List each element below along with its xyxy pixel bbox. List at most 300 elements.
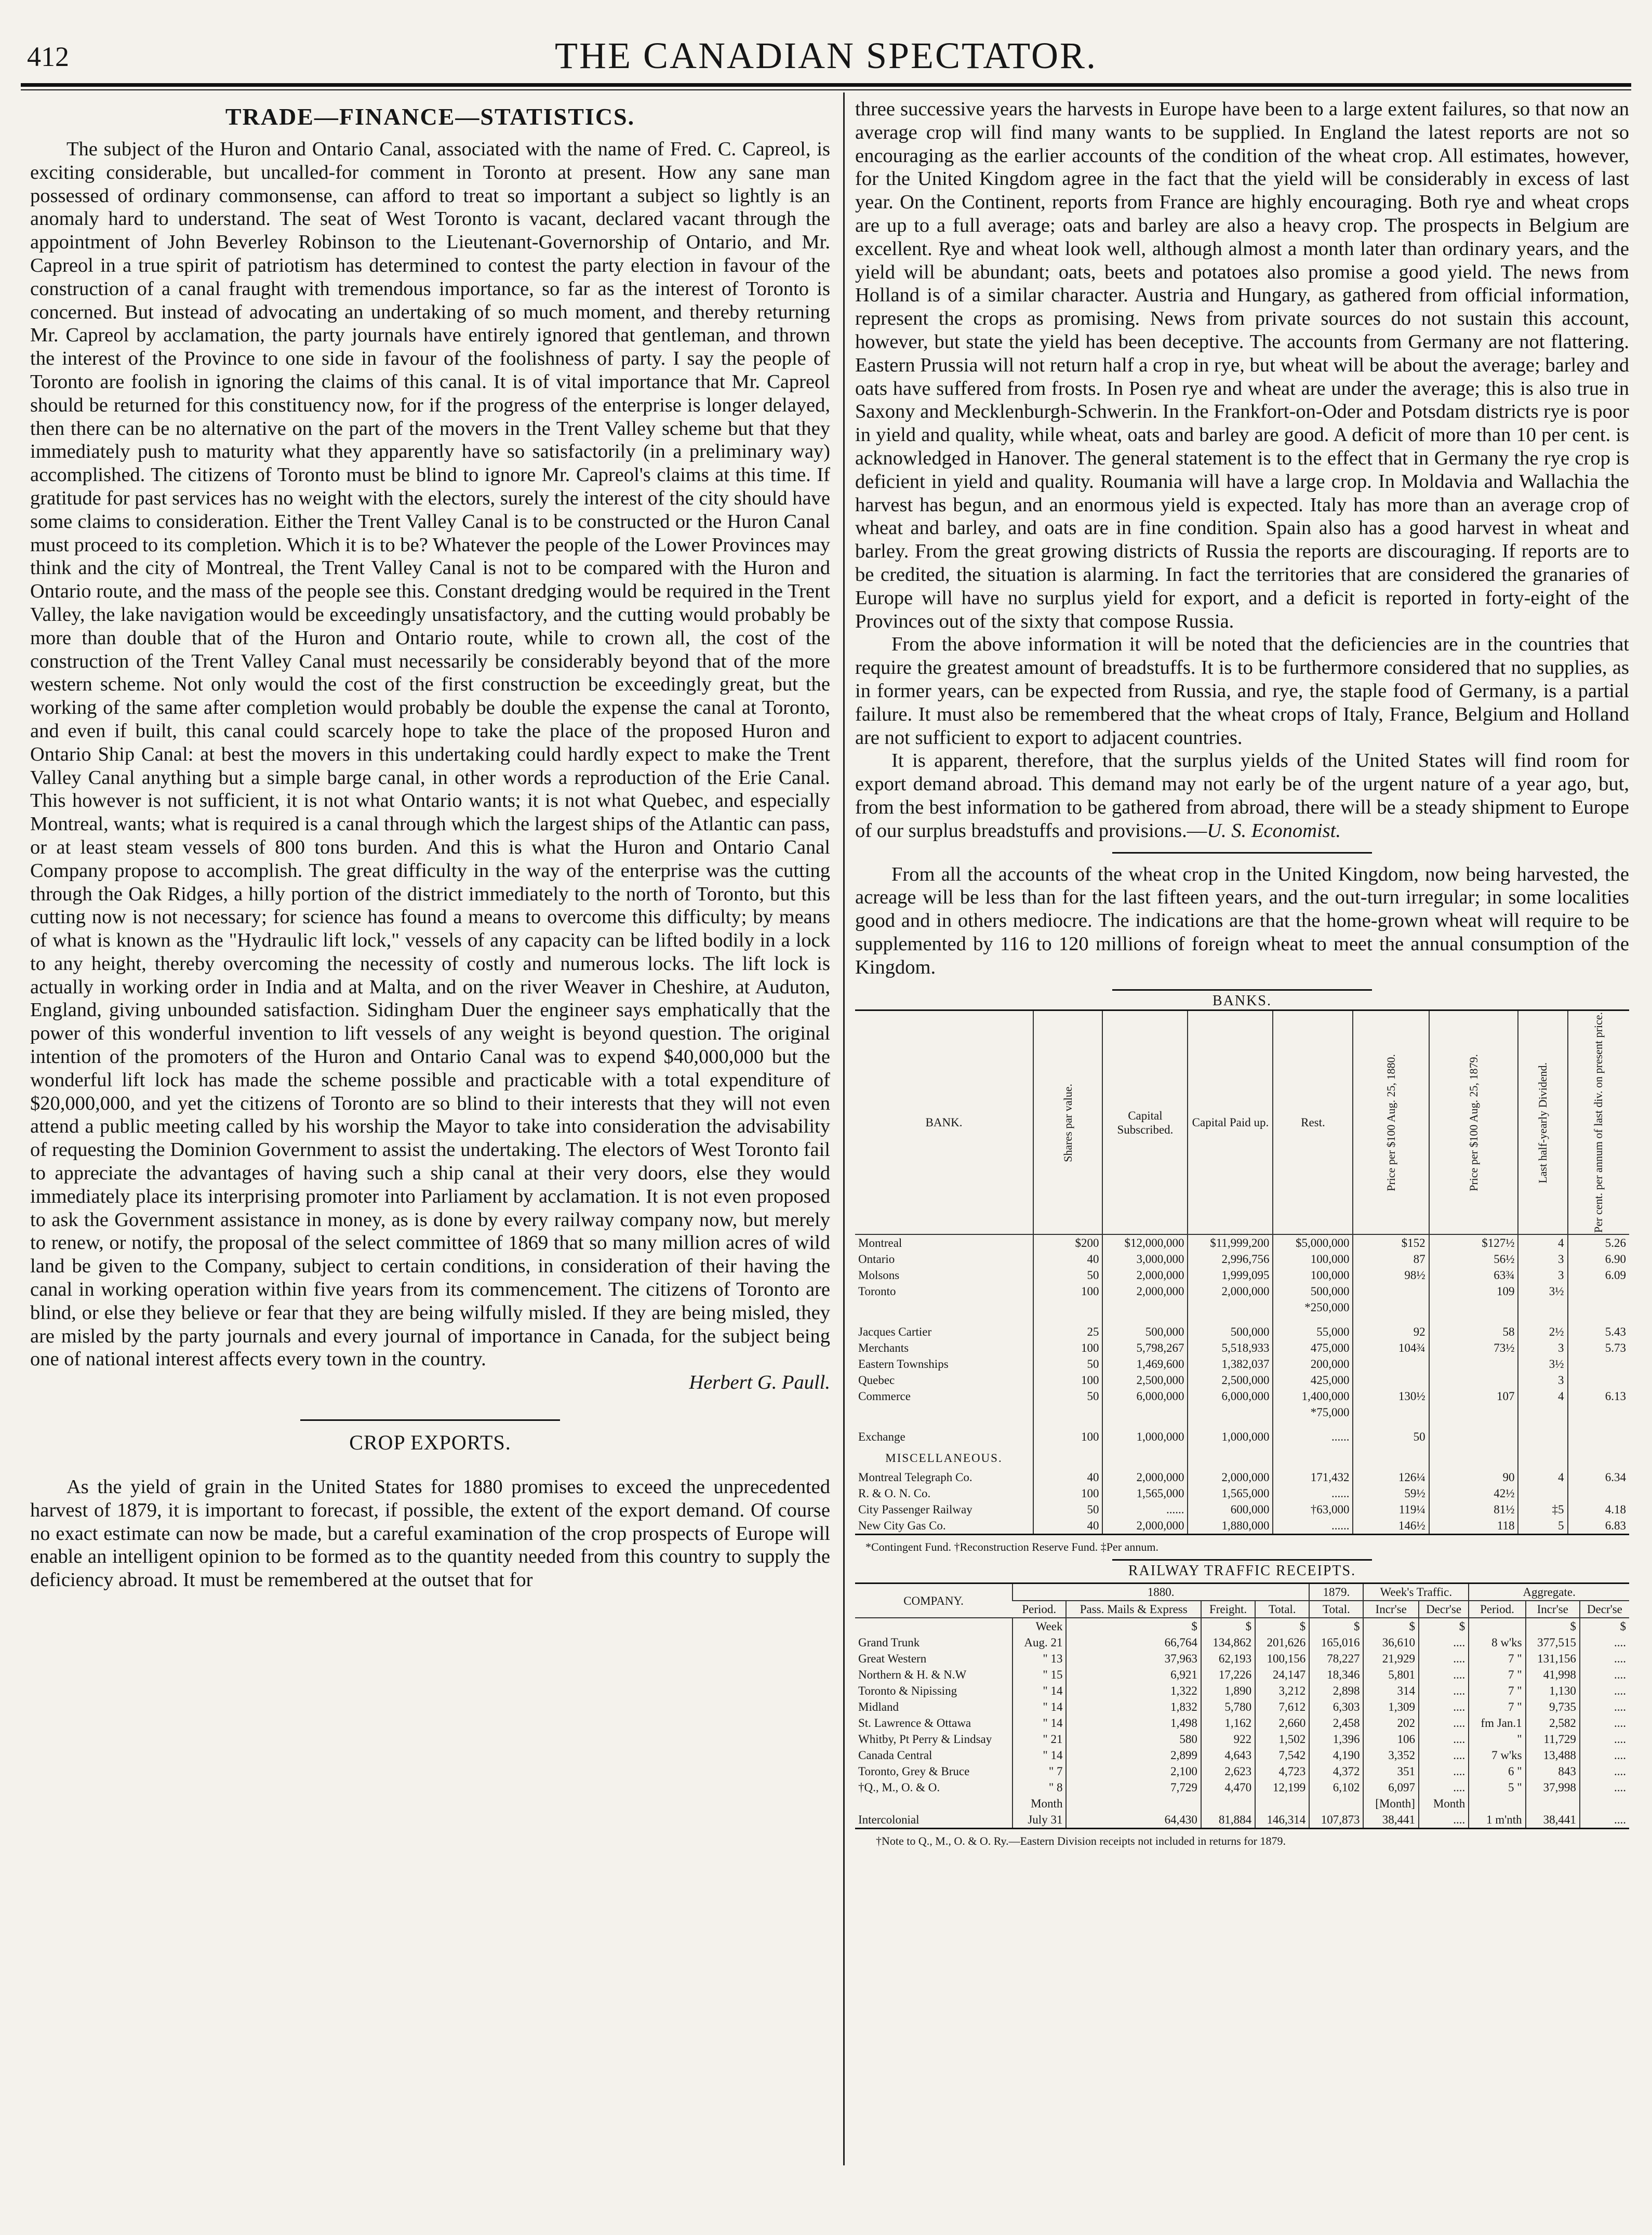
row-label: Quebec	[858, 1374, 895, 1387]
header-rule	[21, 83, 1631, 87]
table-cell: 500,000	[1188, 1315, 1273, 1340]
table-cell: 92	[1353, 1315, 1429, 1340]
table-cell: 5,518,933	[1188, 1340, 1273, 1356]
table-row	[855, 1315, 1629, 1340]
paragraph-text: It is apparent, therefore, that the surplus yields of the United States will find room for export demand abroad. This demand may not early be of the urgent nature of a year ago, but, from the best information to be gathered from abroad, there will be a steady shipment to Europe of our surplus breadstuffs and provisions.—	[855, 750, 1629, 842]
table-cell: 2,000,000	[1188, 1469, 1273, 1485]
table-cell: " 13	[1012, 1651, 1066, 1667]
table-cell: 1,880,000	[1188, 1518, 1273, 1535]
railway-table-body	[855, 1618, 1629, 1829]
table-cell: 200,000	[1273, 1356, 1353, 1372]
table-cell: " 21	[1012, 1731, 1066, 1747]
table-cell: 2,660	[1255, 1715, 1309, 1731]
table-cell: 73½	[1429, 1340, 1518, 1356]
table-header: Capital Paid up.	[1188, 1010, 1273, 1235]
table-cell: 6,000,000	[1188, 1388, 1273, 1404]
table-cell: 131,156	[1526, 1651, 1580, 1667]
table-cell: 100	[1033, 1420, 1102, 1445]
table-cell: 500,000	[1102, 1315, 1188, 1340]
table-cell: 165,016	[1309, 1634, 1363, 1651]
table-cell	[1429, 1404, 1518, 1420]
table-cell: " 8	[1012, 1779, 1066, 1795]
row-label: Exchange	[858, 1430, 905, 1444]
table-cell: 201,626	[1255, 1634, 1309, 1651]
article-paragraph: From the above information it will be noted that the deficiencies are in the countries that require the greatest amount of breadstuffs. It is to be furthermore considered that no supplies, as in former years, can be expected from Russia, and rye, the staple food of Germany, is a partial failure. It must also be remembered that the wheat crops of Italy, France, Belgium and Holland are not sufficient to export to adjacent countries.	[855, 633, 1629, 749]
table-cell: 2,100	[1066, 1763, 1201, 1779]
banks-footnote: *Contingent Fund. †Reconstruction Reserve Fund. ‡Per annum.	[865, 1540, 1158, 1554]
table-cell: 87	[1353, 1251, 1429, 1267]
table-cell: 90	[1429, 1469, 1518, 1485]
table-cell: 4	[1518, 1388, 1567, 1404]
table-cell	[1353, 1404, 1429, 1420]
row-label: Intercolonial	[855, 1812, 1012, 1829]
table-cell	[1469, 1795, 1525, 1812]
table-cell: †63,000	[1273, 1501, 1353, 1518]
table-cell: 5.73	[1568, 1340, 1629, 1356]
table-row	[855, 1501, 1629, 1518]
table-cell: Week	[1012, 1618, 1066, 1634]
table-cell	[1033, 1404, 1102, 1420]
table-row	[855, 1779, 1629, 1795]
table-cell: $	[1309, 1618, 1363, 1634]
table-cell: 3	[1518, 1340, 1567, 1356]
table-cell: 5 "	[1469, 1779, 1525, 1795]
table-cell: 3	[1518, 1267, 1567, 1283]
table-cell: 40	[1033, 1469, 1102, 1485]
table-cell: 104¾	[1353, 1340, 1429, 1356]
row-label: R. & O. N. Co.	[858, 1487, 931, 1500]
table-cell: 6,303	[1309, 1699, 1363, 1715]
table-row	[855, 1618, 1629, 1634]
table-row	[855, 1251, 1629, 1267]
article-paragraph: three successive years the harvests in Europe have been to a large extent failures, so that now an average crop will find many wants to be supplied. In England the latest reports are not so encouraging as the earlier accounts of the condition of the wheat crop. All estimates, however, for the United Kingdom agree in the fact that the yield will be considerably in excess of last year. On the Continent, reports from France are highly encouraging. Both rye and wheat crops are up to a full average; oats and barley are also a heavy crop. The prospects in Belgium are excellent. Rye and wheat look well, although almost a month later than ordinary years, and the yield will be abundant; oats, beets and potatoes also promise a good yield. The news from Holland is of a similar character. Austria and Hungary, as gathered from official information, represent the crops as promising. News from private sources do not sustain this account, however, but state the yield has been deceptive. The accounts from Germany are not flattering. Eastern Prussia will not return half a crop in rye, but wheat will be about the average; barley and oats have suffered from frosts. In Posen rye and wheat are under the average; this is also true in Saxony and Mecklenburgh-Schwerin. In the Frankfort-on-Oder and Potsdam districts rye is poor in yield and quality, while wheat, oats and barley are good. A deficit of more than 10 per cent. is acknowledged in Hanover. The general statement is to the effect that in Germany the rye crop is deficient in yield and quality. Roumania will have a large crop. In Moldavia and Wallachia the harvest has begun, and an enormous yield is expected. Italy has more than an average crop of wheat and barley, and oats are in fine condition. Spain also has a good harvest in wheat and barley. From the great growing districts of Russia the reports are discouraging. If reports are to be credited, the situation is alarming. In fact the territories that are considered the granaries of Europe will have no surplus yield for export, and a deficit is reported in forty-eight of the Provinces out of the sixty that compose Russia.	[855, 98, 1629, 632]
table-cell: 100	[1033, 1485, 1102, 1501]
table-subheader: Total.	[1255, 1601, 1309, 1618]
table-cell: 59½	[1353, 1485, 1429, 1501]
table-row	[855, 1763, 1629, 1779]
table-cell: 50	[1033, 1501, 1102, 1518]
table-cell: ‡5	[1518, 1501, 1567, 1518]
table-cell: 2,898	[1309, 1683, 1363, 1699]
table-cell: 580	[1066, 1731, 1201, 1747]
section-divider	[300, 1419, 560, 1421]
table-row	[855, 1485, 1629, 1501]
table-row	[855, 1420, 1629, 1445]
banks-table-title: BANKS.	[1213, 993, 1272, 1009]
table-cell	[1429, 1299, 1518, 1315]
table-cell: 106	[1363, 1731, 1418, 1747]
table-cell: " 14	[1012, 1699, 1066, 1715]
row-label: Great Western	[858, 1652, 927, 1666]
header-rule-thin	[21, 89, 1631, 90]
table-cell	[1309, 1795, 1363, 1812]
table-cell: 1,999,095	[1188, 1267, 1273, 1283]
table-cell: ....	[1419, 1715, 1469, 1731]
table-cell: $152	[1353, 1234, 1429, 1251]
table-cell: $12,000,000	[1102, 1234, 1188, 1251]
table-cell: 58	[1429, 1315, 1518, 1340]
railway-table-title: RAILWAY TRAFFIC RECEIPTS.	[1128, 1563, 1356, 1579]
table-cell: 1,396	[1309, 1731, 1363, 1747]
article-body: The subject of the Huron and Ontario Canal, associated with the name of Fred. C. Capreol, is exciting considerable, but uncalled-for comment in Toronto at present. How any sane man possessed of ordinary commonsense, can afford to treat so important a subject so lightly is an anomaly hard to understand. The seat of West Toronto is vacant, declared vacant through the appointment of John Beverley Robinson to the Lieutenant-Governorship of Ontario, and Mr. Capreol in a true spirit of patriotism has determined to contest the party election in favour of the construction of a canal fraught with tremendous importance, so far as the interest of Toronto is concerned. But instead of advocating an undertaking of so much moment, and thereby returning Mr. Capreol by acclamation, the party journals have entirely ignored that gentleman, and thrown the interest of the Province to one side in favour of the foolishness of party. I say the people of Toronto are foolish in ignoring the claims of this canal. It is of vital importance that Mr. Capreol should be returned for this constituency now, for if the progress of the enterprise is longer delayed, then there can be no alternative on the part of the movers in the Trent Valley scheme but that they immediately push to maturity what they apparently have so satisfactorily (in a preliminary way) accomplished. The citizens of Toronto must be blind to ignore Mr. Capreol's claims at this time. If gratitude for past services has no weight with the electors, surely the interest of the city should have some claims to consideration. Either the Trent Valley Canal is to be constructed or the Huron Canal must proceed to its completion. Which it is to be? Whatever the people of the Lower Provinces may think and the city of Montreal, the Trent Valley Canal is not to be compared with the Huron and Ontario route, and the mass of the people see this. Constant dredging would be required in the Trent Valley, the lake navigation would be exceedingly unsatisfactory, and the cutting would probably be more than double that of the Huron and Ontario route, while to crown all, the cost of the construction of the Trent Valley Canal must necessarily be considerably beyond that of the more western scheme. Not only would the cost of the first construction be exceedingly great, but the working of the same after completion would probably be double the expense the canal at Toronto, and even if built, this canal could scarcely hope to take the place of the proposed Huron and Ontario Ship Canal: at best the movers in this undertaking could hardly expect to make the Trent Valley Canal anything but a simple barge canal, in other words a reproduction of the Erie Canal. This however is not sufficient, it is not what Ontario wants; it is not what Quebec, and especially Montreal, wants; what is required is a canal through which the largest ships of the Atlantic can pass, or at least steam vessels of 800 tons burden. And this is what the Huron and Ontario Canal Company propose to accomplish. The great difficulty in the way of the enterprise was the cutting through the Oak Ridges, a hilly portion of the district immediately to the north of Toronto, but this cutting now is not necessary; for science has found a means to overcome this difficulty; by means of what is known as the "Hydraulic lift lock," vessels of any capacity can be lifted bodily in a lock to any height, thereby overcoming the necessity of costly and numerous locks. The lift lock is actually in working order in India and at Malta, and on the river Weaver in Cheshire, at Auduton, England, giving unbounded satisfaction. Sidingham Duer the engineer says emphatically that the power of this wonderful invention to lift vessels of any weight is beyond question. The original intention of the promoters of the Huron and Ontario Canal was to expend $40,000,000 but the wonderful lift lock has made the scheme possible and practicable with a total expenditure of $20,000,000, and yet the citizens of Toronto are so blind to their interests that they will not even attend a public meeting called by his worship the Mayor to take into consideration the advisability of requesting the Dominion Government to assist the undertaking. The electors of West Toronto fail to appreciate the advantages of having such a ship canal at their very doors, else they would immediately place its interprising promoter into Parliament by acclamation. It is not even proposed to ask the Government assistance in money, as is done by every railway company now, but merely to renew, or notify, the proposal of the select committee of 1869 that so many million acres of wild land be given to the Company, subject to certain conditions, in consideration of their having the canal in working operation within five years from its commencement. The citizens of Toronto are blind, or else they believe or fear that they are being wilfully misled. If they are being misled, they are misled by the party journals and every journal of importance in Canada, for the subject being one of national interest affects every town in the country.	[30, 138, 830, 1371]
table-cell	[1201, 1795, 1255, 1812]
row-label: Ontario	[858, 1253, 895, 1266]
row-label	[855, 1795, 1012, 1812]
article-title: CROP EXPORTS.	[349, 1431, 511, 1455]
table-cell: ......	[1273, 1518, 1353, 1535]
table-cell: ....	[1580, 1731, 1629, 1747]
table-cell: 100,156	[1255, 1651, 1309, 1667]
table-cell: 425,000	[1273, 1372, 1353, 1388]
table-cell	[1188, 1299, 1273, 1315]
table-cell: [Month]	[1363, 1795, 1418, 1812]
table-header: 1879.	[1309, 1584, 1363, 1601]
table-cell: ....	[1580, 1812, 1629, 1829]
table-cell: 98½	[1353, 1267, 1429, 1283]
table-cell	[1568, 1372, 1629, 1388]
table-cell: 8 w'ks	[1469, 1634, 1525, 1651]
table-cell	[1518, 1485, 1567, 1501]
table-cell	[1469, 1618, 1525, 1634]
table-cell: 3,212	[1255, 1683, 1309, 1699]
table-cell: 2,000,000	[1188, 1283, 1273, 1299]
banks-table-body	[855, 1234, 1629, 1535]
table-cell: 100,000	[1273, 1251, 1353, 1267]
table-cell: 7 "	[1469, 1651, 1525, 1667]
table-cell: 1,130	[1526, 1683, 1580, 1699]
table-cell: 600,000	[1188, 1501, 1273, 1518]
table-cell: 2,899	[1066, 1747, 1201, 1763]
table-cell: 1,469,600	[1102, 1356, 1188, 1372]
table-row	[855, 1267, 1629, 1283]
table-cell	[1518, 1404, 1567, 1420]
table-header: BANK.	[855, 1010, 1033, 1235]
table-cell: 7 "	[1469, 1683, 1525, 1699]
table-cell: 1,382,037	[1188, 1356, 1273, 1372]
banks-table	[855, 1009, 1629, 1535]
table-cell: 1,565,000	[1188, 1485, 1273, 1501]
table-cell: 5,801	[1363, 1667, 1418, 1683]
row-label	[855, 1618, 1012, 1634]
table-cell: 1,000,000	[1188, 1420, 1273, 1445]
table-cell: $127½	[1429, 1234, 1518, 1251]
table-cell: 6.09	[1568, 1267, 1629, 1283]
table-cell: Aug. 21	[1012, 1634, 1066, 1651]
table-cell: " 7	[1012, 1763, 1066, 1779]
table-cell	[1526, 1795, 1580, 1812]
table-header: Week's Traffic.	[1363, 1584, 1469, 1601]
table-cell: 66,764	[1066, 1634, 1201, 1651]
table-cell: 50	[1033, 1356, 1102, 1372]
table-cell: 118	[1429, 1518, 1518, 1535]
table-cell: 55,000	[1273, 1315, 1353, 1340]
table-cell: ....	[1419, 1699, 1469, 1715]
table-cell: 62,193	[1201, 1651, 1255, 1667]
table-row	[855, 1372, 1629, 1388]
table-header: Last half-yearly Dividend.	[1518, 1010, 1567, 1235]
table-cell: $	[1066, 1618, 1201, 1634]
table-row	[855, 1715, 1629, 1731]
table-cell: 24,147	[1255, 1667, 1309, 1683]
table-cell: 7,542	[1255, 1747, 1309, 1763]
table-cell: 922	[1201, 1731, 1255, 1747]
table-row	[855, 1634, 1629, 1651]
table-row	[855, 1667, 1629, 1683]
table-cell: 4,643	[1201, 1747, 1255, 1763]
table-row	[855, 1747, 1629, 1763]
table-cell: 100	[1033, 1340, 1102, 1356]
table-cell: " 14	[1012, 1683, 1066, 1699]
table-cell: ......	[1102, 1501, 1188, 1518]
article-signature-line	[30, 1371, 830, 1394]
row-label: Toronto & Nipissing	[858, 1684, 957, 1698]
table-cell: 78,227	[1309, 1651, 1363, 1667]
table-cell: 2,500,000	[1102, 1372, 1188, 1388]
row-label: Whitby, Pt Perry & Lindsay	[858, 1733, 992, 1746]
table-cell: 5,780	[1201, 1699, 1255, 1715]
table-cell: 5,798,267	[1102, 1340, 1188, 1356]
table-cell	[1353, 1372, 1429, 1388]
table-subheader: Incr'se	[1363, 1601, 1418, 1618]
table-cell: ....	[1580, 1763, 1629, 1779]
row-label: Commerce	[858, 1390, 911, 1403]
table-cell: 9,735	[1526, 1699, 1580, 1715]
table-cell: 3,000,000	[1102, 1251, 1188, 1267]
table-cell: 5.26	[1568, 1234, 1629, 1251]
table-cell: 1,000,000	[1102, 1420, 1188, 1445]
table-subheader: Period.	[1469, 1601, 1525, 1618]
table-cell: 4,723	[1255, 1763, 1309, 1779]
table-cell: ....	[1580, 1651, 1629, 1667]
table-cell: 1,498	[1066, 1715, 1201, 1731]
table-row	[855, 1340, 1629, 1356]
table-cell	[1568, 1420, 1629, 1445]
masthead: THE CANADIAN SPECTATOR.	[555, 35, 1097, 76]
table-cell: ....	[1419, 1763, 1469, 1779]
table-cell: 130½	[1353, 1388, 1429, 1404]
table-cell: 134,862	[1201, 1634, 1255, 1651]
table-cell: Month	[1419, 1795, 1469, 1812]
table-cell: 146,314	[1255, 1812, 1309, 1829]
table-header: Rest.	[1273, 1010, 1353, 1235]
railway-footnote: †Note to Q., M., O. & O. Ry.—Eastern Division receipts not included in returns for 1879.	[876, 1834, 1286, 1848]
table-row	[855, 1356, 1629, 1372]
table-cell	[1568, 1356, 1629, 1372]
table-cell	[1518, 1420, 1567, 1445]
table-cell: $5,000,000	[1273, 1234, 1353, 1251]
table-cell	[1568, 1299, 1629, 1315]
table-cell: 6.83	[1568, 1518, 1629, 1535]
table-cell: 4	[1518, 1469, 1567, 1485]
row-label: Toronto	[858, 1285, 896, 1298]
table-cell	[1102, 1404, 1188, 1420]
table-cell: 50	[1033, 1388, 1102, 1404]
section-divider	[1112, 1559, 1372, 1561]
source-citation: U. S. Economist.	[1207, 819, 1341, 842]
table-cell: $	[1419, 1618, 1469, 1634]
table-cell: 36,610	[1363, 1634, 1418, 1651]
table-cell: 2½	[1518, 1315, 1567, 1340]
table-cell: 1,400,000	[1273, 1388, 1353, 1404]
table-row	[855, 1388, 1629, 1404]
table-cell: 2,623	[1201, 1763, 1255, 1779]
article-paragraph	[855, 749, 1629, 842]
table-cell: *75,000	[1273, 1404, 1353, 1420]
table-cell: 40	[1033, 1518, 1102, 1535]
section-divider	[1112, 989, 1372, 991]
table-subheader: Freight.	[1201, 1601, 1255, 1618]
table-cell: 3½	[1518, 1356, 1567, 1372]
table-subheader: Period.	[1012, 1601, 1066, 1618]
table-cell: $	[1255, 1618, 1309, 1634]
table-cell: "	[1469, 1731, 1525, 1747]
right-column	[855, 98, 1629, 1848]
table-cell: 126¼	[1353, 1469, 1429, 1485]
table-cell: ....	[1419, 1747, 1469, 1763]
row-label: Eastern Townships	[858, 1358, 949, 1371]
table-cell: 5	[1518, 1518, 1567, 1535]
row-label: Montreal	[858, 1236, 902, 1250]
table-cell: 13,488	[1526, 1747, 1580, 1763]
row-label: Midland	[858, 1700, 899, 1714]
table-subheader: Decr'se	[1419, 1601, 1469, 1618]
table-cell: 2,000,000	[1102, 1469, 1188, 1485]
table-cell: 2,000,000	[1102, 1283, 1188, 1299]
table-cell: 4,190	[1309, 1747, 1363, 1763]
table-header: Price per $100 Aug. 25, 1879.	[1429, 1010, 1518, 1235]
table-cell: 56½	[1429, 1251, 1518, 1267]
table-cell: 107,873	[1309, 1812, 1363, 1829]
table-cell: 37,998	[1526, 1779, 1580, 1795]
table-cell: ....	[1419, 1667, 1469, 1683]
row-label	[855, 1299, 1033, 1315]
row-label: Jacques Cartier	[858, 1325, 932, 1339]
table-row	[855, 1518, 1629, 1535]
row-label: Grand Trunk	[858, 1636, 920, 1649]
table-cell: 6 "	[1469, 1763, 1525, 1779]
table-cell: ....	[1580, 1747, 1629, 1763]
table-row	[855, 1404, 1629, 1420]
table-cell	[1353, 1356, 1429, 1372]
row-label: Montreal Telegraph Co.	[858, 1471, 972, 1484]
table-section-row	[855, 1445, 1629, 1469]
table-cell: ....	[1419, 1651, 1469, 1667]
table-cell: 7 w'ks	[1469, 1747, 1525, 1763]
page-number: 412	[27, 41, 69, 72]
table-header: 1880.	[1012, 1584, 1309, 1601]
table-row	[855, 1731, 1629, 1747]
table-cell	[1429, 1420, 1518, 1445]
table-cell: ....	[1419, 1634, 1469, 1651]
table-cell: 3,352	[1363, 1747, 1418, 1763]
table-cell: $	[1201, 1618, 1255, 1634]
table-cell: 146½	[1353, 1518, 1429, 1535]
table-cell: ......	[1273, 1485, 1353, 1501]
table-cell: 6.13	[1568, 1388, 1629, 1404]
table-subheader: Total.	[1309, 1601, 1363, 1618]
table-cell: 6.34	[1568, 1469, 1629, 1485]
left-column	[30, 98, 830, 1592]
table-cell: 42½	[1429, 1485, 1518, 1501]
table-cell: 81,884	[1201, 1812, 1255, 1829]
section-divider	[1112, 852, 1372, 854]
table-row	[855, 1651, 1629, 1667]
table-cell: 40	[1033, 1251, 1102, 1267]
table-cell: 475,000	[1273, 1340, 1353, 1356]
table-cell: 6,921	[1066, 1667, 1201, 1683]
table-cell: ....	[1419, 1812, 1469, 1829]
table-cell: 2,996,756	[1188, 1251, 1273, 1267]
table-cell: ....	[1580, 1634, 1629, 1651]
row-label: Toronto, Grey & Bruce	[858, 1765, 970, 1778]
table-cell	[1066, 1795, 1201, 1812]
table-cell: 100	[1033, 1372, 1102, 1388]
table-cell: ....	[1580, 1667, 1629, 1683]
table-cell: 2,458	[1309, 1715, 1363, 1731]
table-subheader: Decr'se	[1580, 1601, 1629, 1618]
table-cell: 63¾	[1429, 1267, 1518, 1283]
article-paragraph: From all the accounts of the wheat crop in the United Kingdom, now being harvested, the acreage will be less than for the last fifteen years, and the out-turn irregular; in some localities good and in others mediocre. The indications are that the home-grown wheat will require to be supplemented by 116 to 120 millions of foreign wheat to meet the annual consumption of the Kingdom.	[855, 863, 1629, 978]
table-cell: 37,963	[1066, 1651, 1201, 1667]
misc-label: MISCELLANEOUS.	[885, 1452, 1003, 1465]
table-cell: 1,890	[1201, 1683, 1255, 1699]
table-cell: ....	[1419, 1731, 1469, 1747]
table-cell: 4,470	[1201, 1779, 1255, 1795]
table-cell: $200	[1033, 1234, 1102, 1251]
table-cell: 38,441	[1526, 1812, 1580, 1829]
table-cell: 7 "	[1469, 1667, 1525, 1683]
table-cell: 500,000	[1273, 1283, 1353, 1299]
table-cell: 100,000	[1273, 1267, 1353, 1283]
table-cell: 3½	[1518, 1283, 1567, 1299]
table-header: Per cent. per annum of last div. on present price.	[1568, 1010, 1629, 1235]
article-signature: Herbert G. Paull.	[689, 1372, 830, 1394]
table-cell	[1102, 1299, 1188, 1315]
table-cell: ......	[1273, 1420, 1353, 1445]
table-cell: ....	[1419, 1779, 1469, 1795]
table-cell	[1353, 1283, 1429, 1299]
row-label: Molsons	[858, 1269, 900, 1282]
table-cell: 202	[1363, 1715, 1418, 1731]
table-cell: ....	[1580, 1779, 1629, 1795]
article-body: As the yield of grain in the United States for 1880 promises to exceed the unprecedented harvest of 1879, it is important to forecast, if possible, the extent of the export demand. Of course no exact estimate can now be made, but a careful examination of the crop prospects of Europe will enable an intelligent opinion to be formed as to the quantity needed from this country to supply the deficiency abroad. It must be remembered at the outset that for	[30, 1476, 830, 1591]
table-cell: 1,832	[1066, 1699, 1201, 1715]
table-cell: 6,000,000	[1102, 1388, 1188, 1404]
table-cell: $	[1580, 1618, 1629, 1634]
table-cell: 41,998	[1526, 1667, 1580, 1683]
table-cell	[1255, 1795, 1309, 1812]
table-cell: 843	[1526, 1763, 1580, 1779]
table-cell: 1,309	[1363, 1699, 1418, 1715]
column-divider	[843, 92, 845, 2165]
table-cell: 1,162	[1201, 1715, 1255, 1731]
table-cell: 119¼	[1353, 1501, 1429, 1518]
row-label: New City Gas Co.	[855, 1518, 1033, 1535]
table-cell: 6.90	[1568, 1251, 1629, 1267]
table-cell: 351	[1363, 1763, 1418, 1779]
table-cell: $11,999,200	[1188, 1234, 1273, 1251]
table-cell: " 14	[1012, 1747, 1066, 1763]
railway-table	[855, 1582, 1629, 1829]
table-cell: 3	[1518, 1251, 1567, 1267]
table-cell: 18,346	[1309, 1667, 1363, 1683]
table-cell	[1033, 1299, 1102, 1315]
table-row	[855, 1234, 1629, 1251]
table-cell: $	[1526, 1618, 1580, 1634]
table-cell: 50	[1353, 1420, 1429, 1445]
table-header: Aggregate.	[1469, 1584, 1629, 1601]
table-cell: 171,432	[1273, 1469, 1353, 1485]
